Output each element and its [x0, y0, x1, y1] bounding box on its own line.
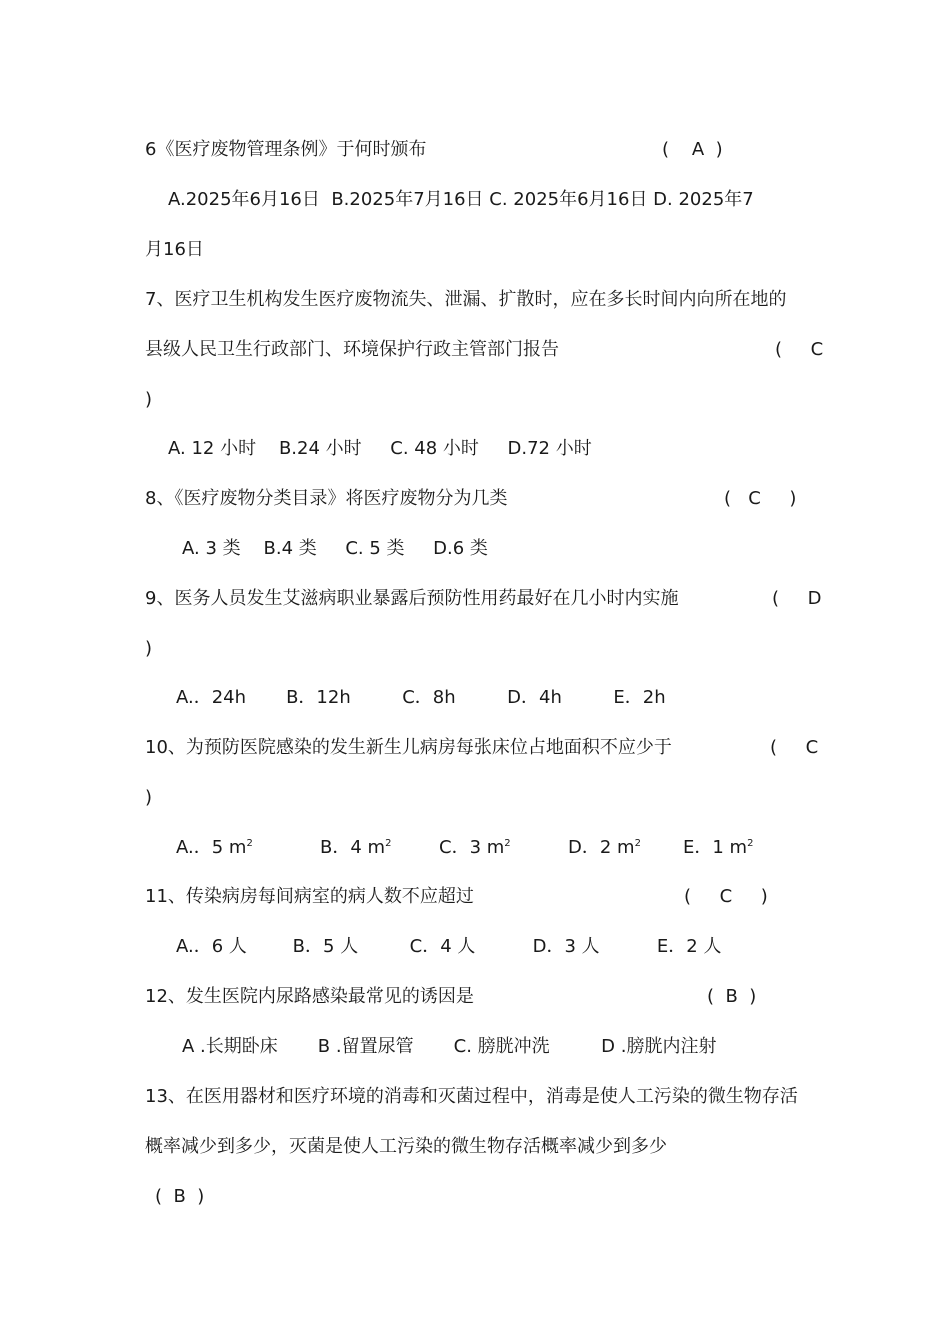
question-13-text: 13、在医用器材和医疗环境的消毒和灭菌过程中，消毒是使人工污染的微生物存活: [145, 1086, 798, 1107]
question-9-options: A.．24h B．12h C．8h D．4h E．2h: [176, 687, 666, 708]
question-8-text: 8、《医疗废物分类目录》将医疗废物分为几类: [145, 488, 508, 509]
question-8-answer: ( C ): [724, 488, 797, 509]
question-13-answer: ( B ): [155, 1186, 205, 1207]
question-10-option-e: E．1 $m^2$: [683, 837, 754, 858]
question-10-answer: ( C: [770, 737, 819, 758]
question-8-options: A. 3 类 B.4 类 C. 5 类 D.6 类: [182, 538, 488, 559]
question-7-text: 7、医疗卫生机构发生医疗废物流失、泄漏、扩散时，应在多长时间内向所在地的: [145, 289, 787, 310]
question-10-text: 10、为预防医院感染的发生新生儿病房每张床位占地面积不应少于: [145, 737, 672, 758]
question-7-options: A. 12 小时 B.24 小时 C. 48 小时 D.72 小时: [168, 438, 592, 459]
question-12-answer: ( B ): [707, 986, 757, 1007]
question-6-options: A.2025年6月16日 B.2025年7月16日 C. 2025年6月16日 D. 2025年7: [168, 189, 754, 210]
question-9-answer: ( D: [772, 588, 822, 609]
question-12-text: 12、发生医院内尿路感染最常见的诱因是: [145, 986, 474, 1007]
question-10-option-a: A.．5 $m^2$: [176, 837, 253, 858]
question-9-answer-close: ): [145, 638, 153, 659]
question-6-text: 6《医疗废物管理条例》于何时颁布: [145, 139, 427, 160]
question-10-option-d: D．2 $m^2$: [568, 837, 641, 858]
question-11-answer: ( C ): [684, 886, 768, 907]
question-7-text-cont: 县级人民卫生行政部门、环境保护行政主管部门报告: [145, 339, 559, 360]
question-6-options-cont: 月16日: [145, 239, 204, 260]
question-12-options: A .长期卧床 B .留置尿管 C. 膀胱冲洗 D .膀胱内注射: [182, 1036, 717, 1057]
question-10-answer-close: ): [145, 787, 153, 808]
question-6-answer: ( A ): [662, 139, 723, 160]
question-11-text: 11、传染病房每间病室的病人数不应超过: [145, 886, 474, 907]
question-7-answer: ( C: [775, 339, 824, 360]
question-10-option-b: B．4 $m^2$: [320, 837, 392, 858]
question-10-option-c: C．3 $m^2$: [439, 837, 511, 858]
question-9-text: 9、医务人员发生艾滋病职业暴露后预防性用药最好在几小时内实施: [145, 588, 679, 609]
question-13-text-cont: 概率减少到多少，灭菌是使人工污染的微生物存活概率减少到多少: [145, 1136, 667, 1157]
question-7-answer-close: ): [145, 389, 153, 410]
question-11-options: A.．6 人 B．5 人 C．4 人 D．3 人 E．2 人: [176, 936, 722, 957]
